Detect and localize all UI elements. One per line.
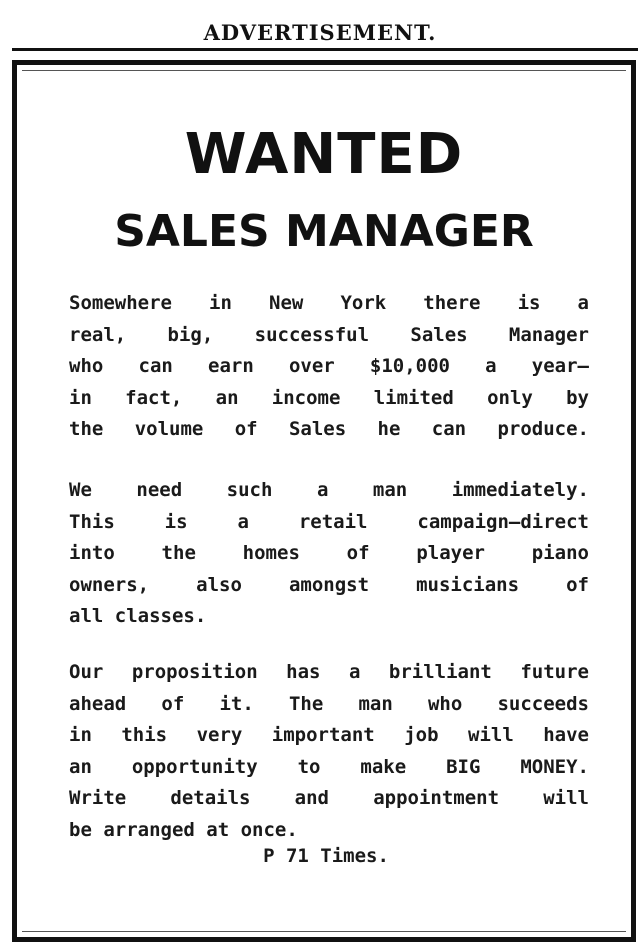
paragraph-line: Our proposition has a brilliant future [69,661,589,683]
paragraph-line: all classes. [69,605,207,627]
header-rule [12,48,638,51]
ad-subhead: SALES MANAGER [114,206,534,257]
paragraph-line: in this very important job will have [69,724,589,746]
paragraph-line: who can earn over $10,000 a year— [69,355,589,377]
ad-signature: P 71 Times. [263,845,389,867]
paragraph-3 [69,657,589,846]
paragraph-line: in fact, an income limited only by [69,386,589,409]
paragraph-line: We need such a man immediately. [69,479,589,501]
paragraph-1 [69,288,589,446]
paragraph-line: ahead of it. The man who succeeds [69,692,589,715]
ad-headline: WANTED [184,122,464,187]
paragraph-line: an opportunity to make BIG MONEY. [69,755,589,778]
paragraph-line: the volume of Sales he can produce. [69,418,589,440]
paragraph-line: be arranged at once. [69,818,298,841]
paragraph-line: This is a retail campaign—direct [69,510,589,533]
paragraph-2 [69,475,589,633]
advertisement-header: ADVERTISEMENT. [203,20,437,45]
ad-frame [12,60,636,942]
paragraph-line: Somewhere in New York there is a [69,292,589,314]
paragraph-line: real, big, successful Sales Manager [69,323,589,346]
paragraph-line: Write details and appointment will [69,787,589,809]
paragraph-line: owners, also amongst musicians of [69,573,589,596]
paragraph-line: into the homes of player piano [69,542,589,564]
